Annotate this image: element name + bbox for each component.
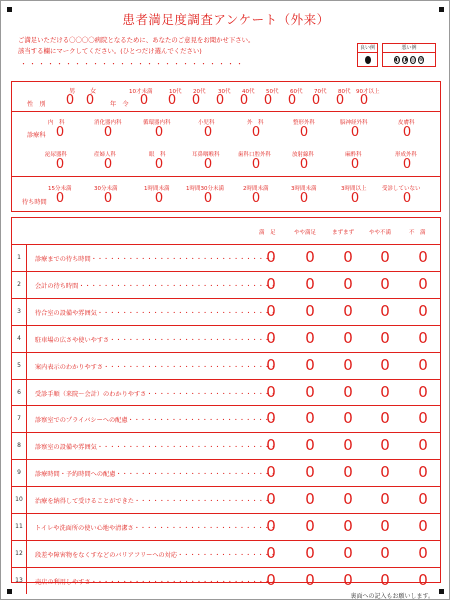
question-text: 診察室の設備や雰囲気 ・・・・・・・・・・・・・・・・・・・・・・・・・・・・・・・・・・・・・・・・・・ (35, 442, 275, 451)
department-option[interactable]: 0 (350, 157, 360, 172)
department-option[interactable]: 0 (55, 125, 65, 140)
department-name: 整形外科 (293, 120, 316, 126)
rating-option[interactable]: 0 (266, 517, 276, 535)
rating-label: 不 満 (409, 230, 426, 236)
age-label-item: 70代 (314, 89, 327, 95)
bad-example (382, 43, 436, 67)
rating-option[interactable]: 0 (380, 301, 390, 320)
age-option[interactable]: 0 (239, 93, 249, 108)
age-label: 年 令 (110, 101, 129, 108)
rating-option[interactable]: 0 (343, 570, 353, 589)
age-option[interactable]: 0 (215, 93, 225, 108)
department-option[interactable]: 0 (203, 157, 213, 172)
footer-note: 裏面への記入もお願いします。 (350, 593, 434, 600)
bad-mark-icon: ◐ (395, 56, 400, 63)
rating-option[interactable]: 0 (380, 463, 390, 482)
instruction-line: 該当する欄にマークしてください。(ひとつだけ選んでください) (18, 46, 202, 55)
department-option[interactable]: 0 (154, 157, 164, 172)
age-option[interactable]: 0 (287, 93, 297, 108)
rating-option[interactable]: 0 (305, 355, 315, 374)
rating-option[interactable]: 0 (305, 409, 315, 428)
wait-option-label: 2時間未満 (243, 186, 269, 192)
wait-option-label: 1時間30分未満 (186, 186, 224, 192)
age-label-item: 90才以上 (356, 89, 380, 95)
instruction-line: ご満足いただける〇〇〇〇病院となるために、あなたのご意見をお聞かせ下さい。 (18, 36, 255, 44)
age-option[interactable]: 0 (263, 93, 273, 108)
rating-option[interactable]: 0 (418, 355, 428, 374)
rating-option[interactable]: 0 (343, 543, 353, 562)
rating-option[interactable]: 0 (380, 328, 390, 347)
rating-option[interactable]: 0 (305, 328, 315, 347)
rating-option[interactable]: 0 (380, 382, 390, 401)
question-text: 診療までの待ち時間 ・・・・・・・・・・・・・・・・・・・・・・・・・・・・・・・・・・・・・・・・・・ (35, 254, 275, 263)
rating-option[interactable]: 0 (418, 248, 428, 266)
rating-option[interactable]: 0 (343, 301, 353, 320)
question-row (12, 298, 440, 325)
rating-option[interactable]: 0 (343, 463, 353, 482)
age-option[interactable]: 0 (359, 93, 369, 108)
question-row (12, 513, 440, 540)
department-option[interactable]: 0 (103, 157, 113, 172)
age-label-item: 30代 (218, 89, 231, 95)
bad-example-label: 悪い例 (383, 44, 435, 53)
question-row (12, 405, 440, 432)
dotted-line: ・・・・・・・・・・・・・・・・・・・・・・・・・ (20, 60, 245, 68)
department-name: 放射線科 (292, 152, 315, 158)
question-number: 11 (12, 514, 27, 540)
rating-option[interactable]: 0 (343, 517, 353, 535)
rating-option[interactable]: 0 (305, 301, 315, 320)
department-option[interactable]: 0 (103, 125, 113, 140)
rating-option[interactable]: 0 (380, 517, 390, 535)
department-name: 麻酔科 (345, 152, 362, 158)
age-option[interactable]: 0 (139, 93, 149, 108)
rating-option[interactable]: 0 (380, 248, 390, 266)
rating-option[interactable]: 0 (343, 409, 353, 428)
wait-option[interactable]: 0 (251, 191, 261, 206)
rating-option[interactable]: 0 (266, 436, 276, 455)
rating-option[interactable]: 0 (380, 436, 390, 455)
rating-option[interactable]: 0 (266, 543, 276, 562)
rating-option[interactable]: 0 (418, 517, 428, 535)
good-example (357, 43, 378, 67)
rating-option[interactable]: 0 (380, 355, 390, 374)
question-text: 診察室でのプライバシーへの配慮 ・・・・・・・・・・・・・・・・・・・・・・・・・・・・・・・・・・・・・・・・・・ (35, 415, 275, 424)
wait-option-label: 3時間以上 (341, 186, 367, 192)
rating-option[interactable]: 0 (266, 301, 276, 320)
department-section (11, 112, 441, 177)
question-text: 会計の待ち時間 ・・・・・・・・・・・・・・・・・・・・・・・・・・・・・・・・・・・・・・・・・・ (35, 281, 275, 290)
age-label-item: 10才未満 (129, 89, 153, 95)
rating-option[interactable]: 0 (418, 570, 428, 589)
rating-option[interactable]: 0 (266, 463, 276, 482)
bad-mark-icon: ◑ (403, 56, 408, 63)
question-text: 診療時間・予約時間への配慮 ・・・・・・・・・・・・・・・・・・・・・・・・・・・・・・・・・・・・・・・・・・ (35, 469, 275, 478)
rating-option[interactable]: 0 (343, 248, 353, 266)
rating-option[interactable]: 0 (418, 490, 428, 509)
department-name: 眼 科 (149, 152, 166, 158)
age-label-item: 50代 (266, 89, 279, 95)
question-number: 2 (12, 272, 27, 298)
rating-option[interactable]: 0 (418, 328, 428, 347)
rating-option[interactable]: 0 (343, 274, 353, 293)
department-name: 外 科 (247, 120, 264, 126)
question-row (12, 432, 440, 459)
department-option[interactable]: 0 (251, 157, 261, 172)
survey-title: 患者満足度調査アンケート（外来） (122, 12, 330, 27)
wait-time-label: 待ち時間 (22, 199, 47, 206)
wait-time-section (11, 177, 441, 212)
question-row (12, 271, 440, 298)
rating-option[interactable]: 0 (380, 409, 390, 428)
rating-option[interactable]: 0 (343, 328, 353, 347)
rating-option[interactable]: 0 (380, 274, 390, 293)
wait-option[interactable]: 0 (55, 191, 65, 206)
demographics-section (11, 81, 441, 112)
wait-option[interactable]: 0 (402, 191, 412, 206)
female-option[interactable]: 0 (85, 93, 95, 108)
wait-option-label: 30分未満 (94, 186, 118, 192)
rating-option[interactable]: 0 (266, 409, 276, 428)
rating-header (12, 218, 440, 244)
rating-option[interactable]: 0 (266, 490, 276, 509)
rating-option[interactable]: 0 (343, 382, 353, 401)
question-row (12, 486, 440, 513)
rating-option[interactable]: 0 (305, 248, 315, 266)
question-number: 8 (12, 433, 27, 459)
age-option[interactable]: 0 (335, 93, 345, 108)
question-row (12, 352, 440, 379)
department-name: 皮膚科 (398, 120, 415, 126)
department-name: 泌尿器科 (45, 152, 68, 158)
department-name: 脳神経外科 (340, 120, 368, 126)
rating-option[interactable]: 0 (305, 490, 315, 509)
department-option[interactable]: 0 (402, 125, 412, 140)
wait-option-label: 1時間未満 (144, 186, 170, 192)
department-name: 消化器内科 (94, 120, 122, 126)
bad-mark-icon: ⊗ (419, 56, 424, 63)
question-text: 受診手順（来院～会計）のわかりやすさ ・・・・・・・・・・・・・・・・・・・・・・・・・・・・・・・・・・・・・・・・・・ (35, 389, 275, 398)
rating-option[interactable]: 0 (305, 274, 315, 293)
age-label-item: 20代 (193, 89, 206, 95)
department-option[interactable]: 0 (203, 125, 213, 140)
rating-option[interactable]: 0 (305, 436, 315, 455)
wait-option-label: 受診していない (382, 186, 421, 192)
department-option[interactable]: 0 (402, 157, 412, 172)
department-option[interactable]: 0 (154, 125, 164, 140)
department-option[interactable]: 0 (350, 125, 360, 140)
questions-section (11, 217, 441, 589)
sex-label: 性 別 (27, 101, 46, 108)
question-number: 7 (12, 406, 27, 432)
question-number: 10 (12, 487, 27, 513)
male-option[interactable]: 0 (65, 93, 75, 108)
rating-label: 満 足 (259, 230, 276, 236)
mark-examples (357, 43, 436, 67)
question-number: 9 (12, 460, 27, 486)
rating-label: やや不満 (369, 230, 392, 236)
rating-option[interactable]: 0 (266, 328, 276, 347)
wait-option-label: 3時間未満 (291, 186, 317, 192)
age-option[interactable]: 0 (167, 93, 177, 108)
department-name: 循環器内科 (143, 120, 171, 126)
question-row (12, 379, 440, 406)
department-label: 診療科 (27, 132, 46, 139)
rating-option[interactable]: 0 (418, 436, 428, 455)
rating-option[interactable]: 0 (305, 517, 315, 535)
rating-label: やや満足 (294, 230, 317, 236)
rating-option[interactable]: 0 (305, 463, 315, 482)
question-text: 売店の利用しやすさ ・・・・・・・・・・・・・・・・・・・・・・・・・・・・・・・・・・・・・・・・・・ (35, 577, 275, 586)
question-row (12, 540, 440, 567)
question-text: 駐車場の広さや使いやすさ ・・・・・・・・・・・・・・・・・・・・・・・・・・・・・・・・・・・・・・・・・・ (35, 335, 275, 344)
department-name: 形成外科 (395, 152, 418, 158)
rating-option[interactable]: 0 (343, 355, 353, 374)
filled-circle-icon (365, 56, 371, 64)
wait-option[interactable]: 0 (154, 191, 164, 206)
department-name: 産婦人科 (94, 152, 117, 158)
rating-option[interactable]: 0 (418, 463, 428, 482)
department-name: 内 科 (48, 120, 65, 126)
rating-option[interactable]: 0 (343, 436, 353, 455)
department-option[interactable]: 0 (299, 125, 309, 140)
rating-option[interactable]: 0 (380, 570, 390, 589)
wait-option[interactable]: 0 (350, 191, 360, 206)
question-text: 待合室の設備や雰囲気 ・・・・・・・・・・・・・・・・・・・・・・・・・・・・・・・・・・・・・・・・・・ (35, 308, 275, 317)
survey-instructions (18, 35, 254, 56)
question-number: 4 (12, 326, 27, 352)
bad-mark-icon: ◎ (411, 56, 416, 63)
rating-option[interactable]: 0 (418, 543, 428, 562)
rating-option[interactable]: 0 (418, 382, 428, 401)
question-number: 12 (12, 541, 27, 567)
rating-option[interactable]: 0 (343, 490, 353, 509)
rating-label: まずまず (332, 230, 355, 236)
rating-option[interactable]: 0 (380, 490, 390, 509)
question-row (12, 459, 440, 486)
wait-option[interactable]: 0 (103, 191, 113, 206)
rating-option[interactable]: 0 (266, 248, 276, 266)
department-name: 耳鼻咽喉科 (192, 152, 220, 158)
age-label-item: 40代 (242, 89, 255, 95)
age-option[interactable]: 0 (311, 93, 321, 108)
department-option[interactable]: 0 (299, 157, 309, 172)
rating-option[interactable]: 0 (418, 409, 428, 428)
rating-option[interactable]: 0 (305, 543, 315, 562)
question-text: 段差や障害物をなくすなどのバリアフリーへの対応 ・・・・・・・・・・・・・・・・・・・・・・・・・・・・・・・・・・・・・・・・・・ (35, 550, 275, 559)
question-number: 5 (12, 353, 27, 379)
age-label-item: 80代 (338, 89, 351, 95)
department-name: 歯科口腔外科 (238, 152, 272, 158)
question-number: 3 (12, 299, 27, 325)
wait-option[interactable]: 0 (203, 191, 213, 206)
age-label-item: 60代 (290, 89, 303, 95)
department-name: 小児科 (198, 120, 215, 126)
age-option[interactable]: 0 (191, 93, 201, 108)
question-number: 1 (12, 245, 27, 271)
question-number: 6 (12, 380, 27, 406)
male-label: 男 (69, 88, 76, 95)
department-option[interactable]: 0 (251, 125, 261, 140)
rating-option[interactable]: 0 (266, 355, 276, 374)
rating-option[interactable]: 0 (418, 301, 428, 320)
rating-option[interactable]: 0 (305, 382, 315, 401)
rating-option[interactable]: 0 (380, 543, 390, 562)
good-example-label: 良い例 (359, 45, 375, 51)
female-label: 女 (90, 88, 97, 95)
question-text: トイレや洗面所の使い心地や清潔さ ・・・・・・・・・・・・・・・・・・・・・・・・・・・・・・・・・・・・・・・・・・ (35, 523, 275, 532)
age-label-item: 10代 (169, 89, 182, 95)
rating-option[interactable]: 0 (266, 274, 276, 293)
department-option[interactable]: 0 (55, 157, 65, 172)
question-row (12, 244, 440, 271)
question-text: 治療を納得して受けることができた ・・・・・・・・・・・・・・・・・・・・・・・・・・・・・・・・・・・・・・・・・・ (35, 496, 275, 505)
question-row (12, 325, 440, 352)
question-number: 13 (12, 568, 27, 594)
rating-option[interactable]: 0 (266, 382, 276, 401)
wait-option-label: 15分未満 (48, 186, 72, 192)
question-row (12, 567, 440, 594)
rating-option[interactable]: 0 (418, 274, 428, 293)
rating-option[interactable]: 0 (305, 570, 315, 589)
rating-option[interactable]: 0 (266, 570, 276, 589)
question-text: 案内表示のわかりやすさ ・・・・・・・・・・・・・・・・・・・・・・・・・・・・・・・・・・・・・・・・・・ (35, 362, 275, 371)
wait-option[interactable]: 0 (299, 191, 309, 206)
